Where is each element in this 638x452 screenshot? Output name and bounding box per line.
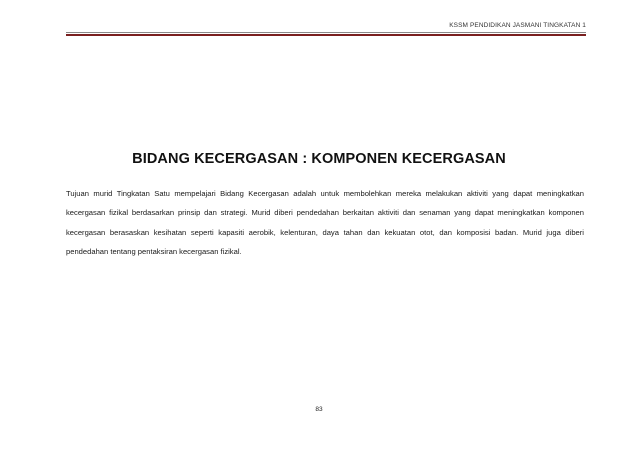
page-number: 83 — [315, 406, 323, 413]
intro-paragraph: Tujuan murid Tingkatan Satu mempelajari Bidang Kecergasan adalah untuk membolehkan mereka melakukan aktiviti yang dapat meningkatkan kecergasan fizikal berdasarkan prinsip dan strategi. Murid diberi pendedahan berkaitan aktiviti dan senaman yang dapat meningkatkan komponen kecergasan berasaskan kesihatan seperti kapasiti aerobik, kelenturan, daya tahan dan kekuatan otot, dan komposisi badan. Murid juga diberi pendedahan tentang pentaksiran kecergasan fizikal. — [66, 189, 584, 256]
header-rule-thick — [66, 34, 586, 36]
header-rule-thin — [66, 32, 586, 33]
running-header: KSSM PENDIDIKAN JASMANI TINGKATAN 1 — [449, 22, 586, 29]
section-title: BIDANG KECERGASAN : KOMPONEN KECERGASAN — [132, 151, 506, 167]
